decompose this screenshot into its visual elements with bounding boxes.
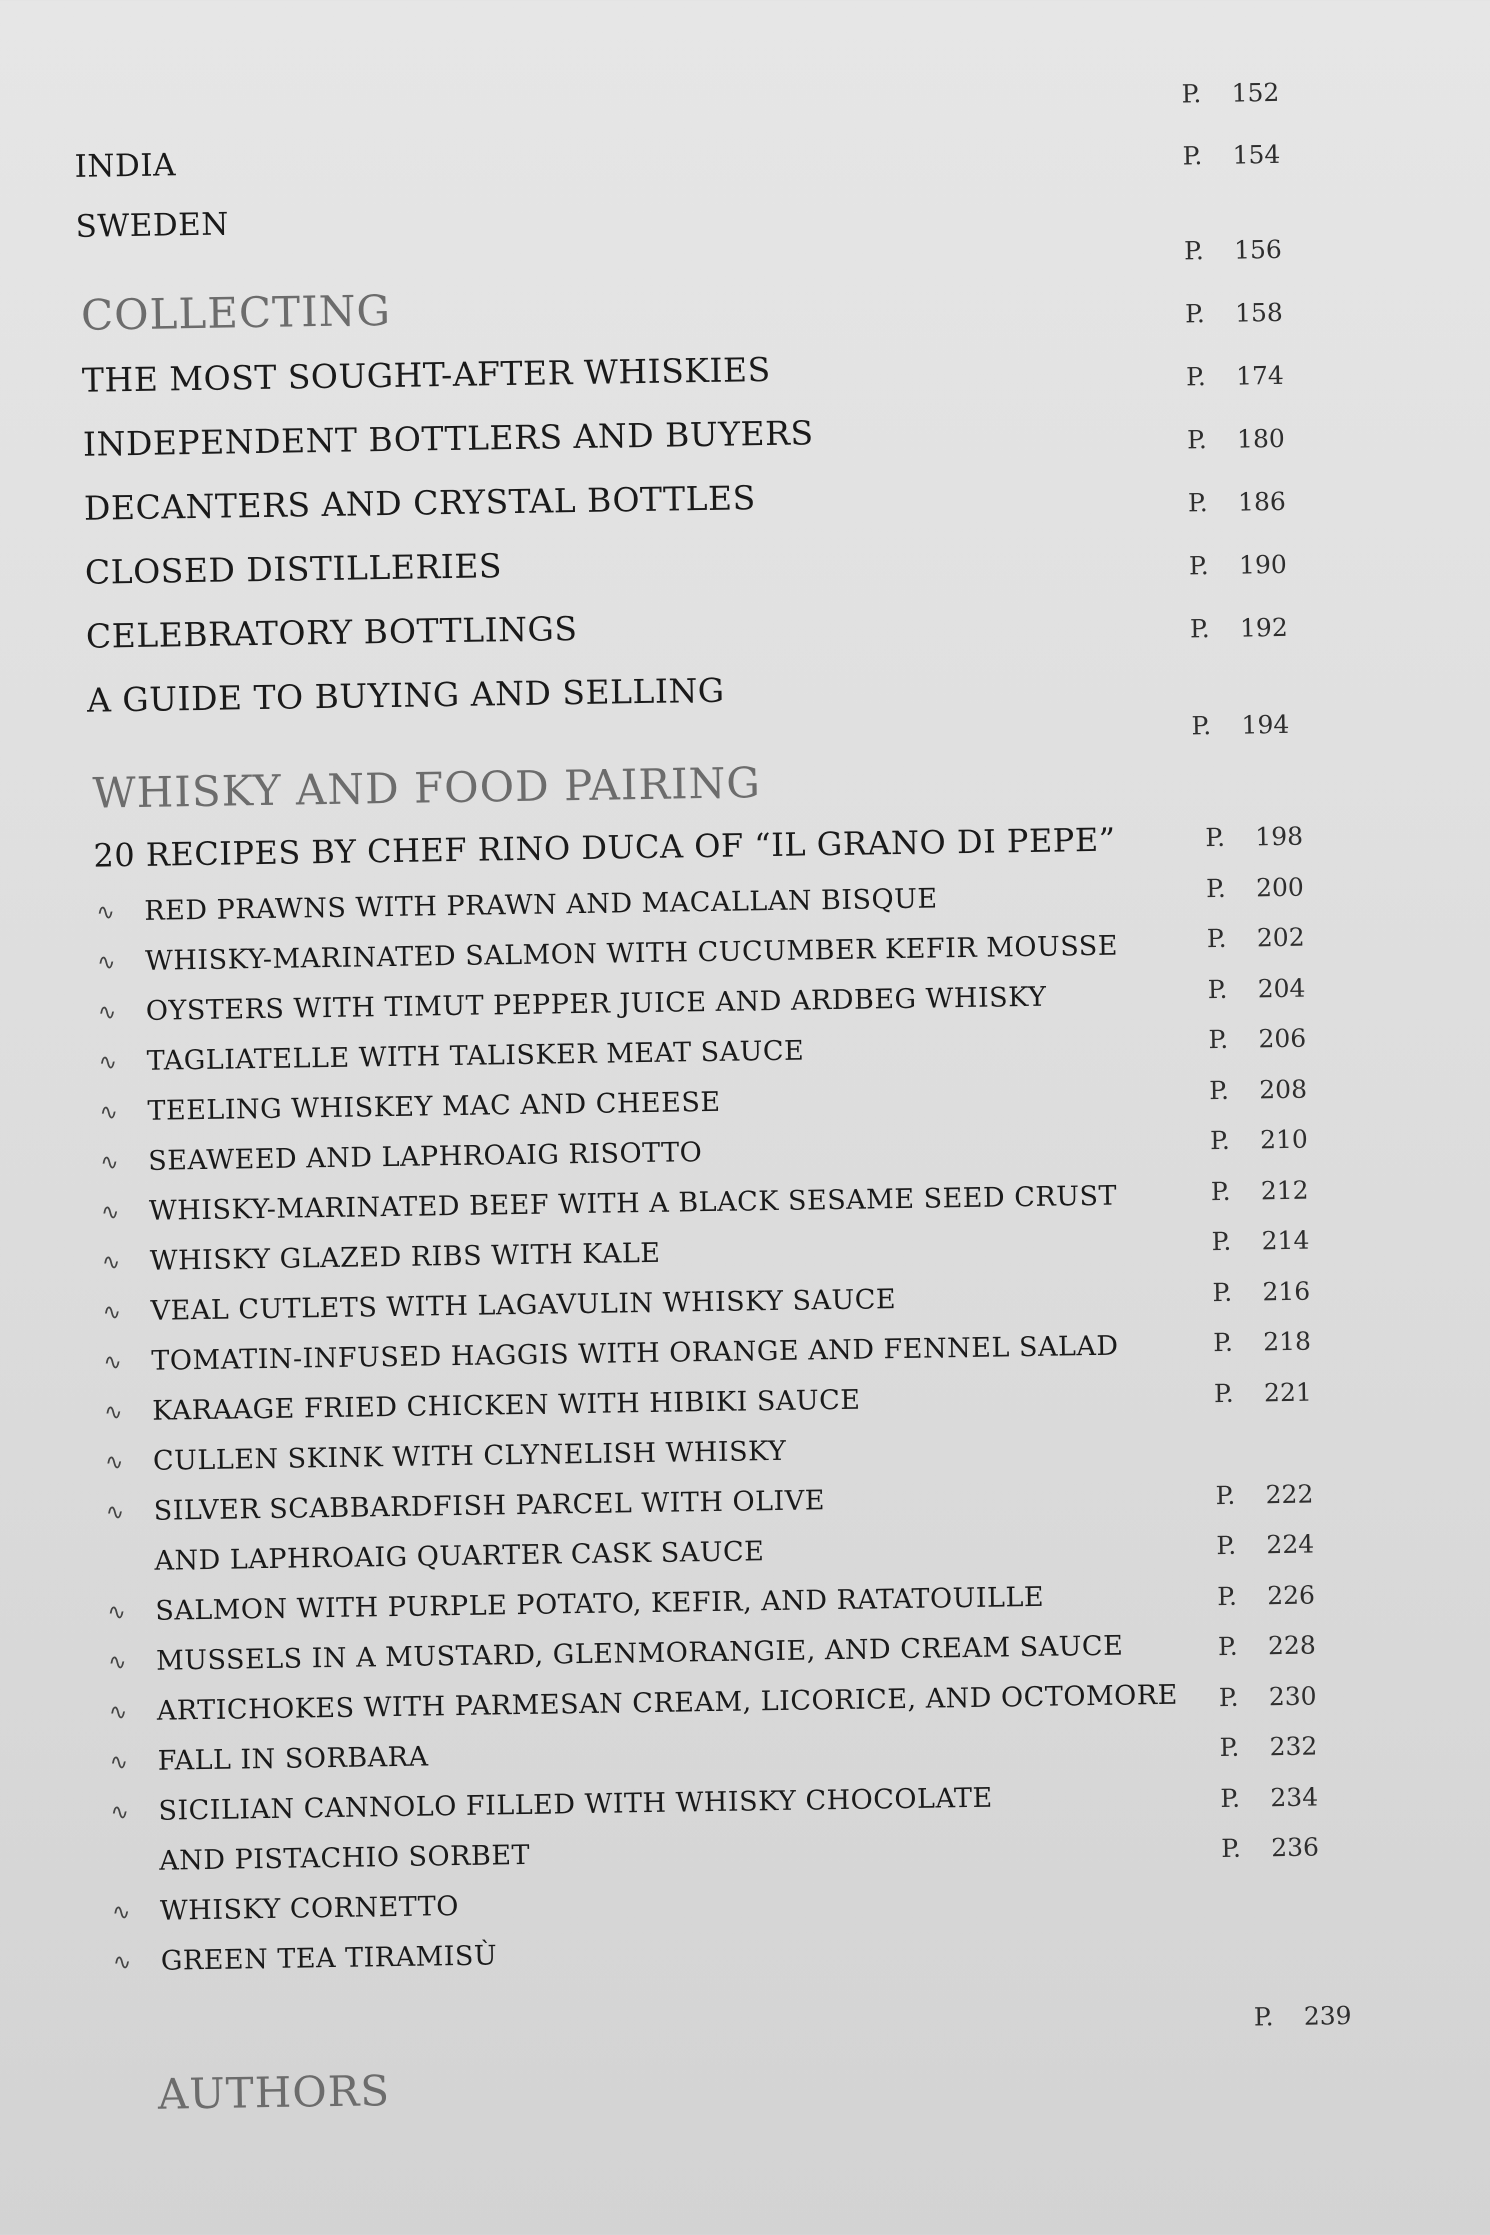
section-title: WHISKY AND FOOD PAIRING	[92, 758, 762, 818]
page-prefix: P.	[1219, 1732, 1240, 1763]
list-item	[105, 1436, 787, 1478]
swirl-bullet-icon: ∿	[97, 1000, 118, 1026]
page-number	[1212, 1276, 1310, 1307]
page-value: 230	[1268, 1681, 1317, 1711]
recipe-label: KARAAGE FRIED CHICKEN WITH HIBIKI SAUCE	[151, 1384, 861, 1427]
page-value: 194	[1241, 709, 1290, 740]
recipe-label: VEAL CUTLETS WITH LAGAVULIN WHISKY SAUCE	[150, 1284, 897, 1327]
page-value: 210	[1259, 1124, 1308, 1155]
recipe-label-continued: AND LAPHROAIG QUARTER CASK SAUCE	[154, 1536, 765, 1577]
chapter-entry: DECANTERS AND CRYSTAL BOTTLES	[83, 478, 756, 528]
page-value: 158	[1234, 297, 1284, 328]
list-item	[98, 982, 1047, 1028]
recipe-label: SALMON WITH PURPLE POTATO, KEFIR, AND RATATOUILLE	[155, 1581, 1045, 1627]
list-item	[98, 1035, 804, 1077]
page-value: 198	[1255, 821, 1304, 852]
recipe-label: SICILIAN CANNOLO FILLED WITH WHISKY CHOCOLATE	[158, 1782, 993, 1827]
recipe-label: WHISKY CORNETTO	[159, 1891, 460, 1927]
swirl-bullet-icon: ∿	[110, 1800, 130, 1826]
page-number	[1188, 487, 1286, 518]
page-number	[1211, 1226, 1309, 1257]
page-number	[1185, 298, 1283, 329]
page-prefix: P.	[1213, 1327, 1234, 1358]
recipe-label-continued: AND PISTACHIO SORBET	[159, 1839, 531, 1877]
page-prefix: P.	[1217, 1631, 1238, 1662]
page-prefix: P.	[1181, 79, 1202, 109]
page-prefix: P.	[1189, 614, 1210, 644]
page-value: 236	[1270, 1832, 1320, 1863]
page-prefix: P.	[1216, 1530, 1237, 1561]
list-item	[113, 1940, 498, 1977]
swirl-bullet-icon: ∿	[111, 1900, 132, 1926]
page-prefix: P.	[1213, 1378, 1234, 1408]
list-item	[97, 931, 1118, 978]
list-item	[96, 883, 938, 927]
page-value: 234	[1270, 1782, 1319, 1812]
page-prefix: P.	[1185, 362, 1206, 392]
list-item	[102, 1238, 661, 1278]
recipe-label: WHISKY-MARINATED SALMON WITH CUCUMBER KEFIR MOUSSE	[144, 930, 1119, 977]
page-value: 180	[1236, 423, 1285, 454]
page-number	[1190, 613, 1288, 644]
page-value: 214	[1261, 1225, 1310, 1256]
swirl-bullet-icon: ∿	[101, 1250, 121, 1276]
page-value: 192	[1239, 612, 1288, 643]
recipe-label: TEELING WHISKEY MAC AND CHEESE	[147, 1086, 721, 1127]
page-value: 221	[1263, 1377, 1312, 1407]
swirl-bullet-icon: ∿	[107, 1650, 128, 1676]
page-value: 228	[1267, 1630, 1316, 1661]
recipe-label: TAGLIATELLE WITH TALISKER MEAT SAUCE	[146, 1035, 805, 1077]
swirl-bullet-icon: ∿	[103, 1350, 123, 1376]
page-prefix: P.	[1212, 1277, 1233, 1307]
list-item	[110, 1783, 993, 1828]
recipe-label: CULLEN SKINK WITH CLYNELISH WHISKY	[152, 1435, 787, 1477]
swirl-bullet-icon: ∿	[96, 950, 117, 976]
page-prefix: P.	[1218, 1682, 1239, 1712]
swirl-bullet-icon: ∿	[102, 1300, 122, 1326]
recipe-label: ARTICHOKES WITH PARMESAN CREAM, LICORICE, AND OCTOMORE	[156, 1679, 1179, 1727]
page-number	[1181, 78, 1279, 109]
page-number	[1206, 872, 1304, 903]
page-prefix: P.	[1206, 923, 1227, 954]
page-number	[1216, 1530, 1314, 1561]
page-number	[1219, 1732, 1317, 1763]
recipe-label: SEAWEED AND LAPHROAIG RISOTTO	[148, 1137, 703, 1177]
page-number	[1205, 822, 1303, 853]
section-subhead: 20 RECIPES BY CHEF RINO DUCA OF “IL GRANO DI PEPE”	[93, 820, 1116, 875]
page-prefix: P.	[1210, 1176, 1231, 1206]
page-value: 206	[1258, 1023, 1307, 1054]
page-number	[1189, 550, 1287, 581]
page-prefix: P.	[1183, 236, 1205, 266]
swirl-bullet-icon: ∿	[98, 1050, 118, 1076]
page-number	[1186, 361, 1284, 392]
page-value: 218	[1263, 1326, 1312, 1357]
swirl-bullet-icon: ∿	[105, 1500, 125, 1526]
page-value: 186	[1237, 486, 1286, 517]
page-prefix: P.	[1220, 1783, 1241, 1813]
page-number	[1207, 923, 1305, 954]
page-number	[1209, 1074, 1307, 1105]
swirl-bullet-icon: ∿	[100, 1200, 121, 1226]
page-prefix: P.	[1209, 1125, 1230, 1156]
page-prefix: P.	[1184, 299, 1206, 329]
page-prefix: P.	[1205, 822, 1226, 853]
page-value: 226	[1266, 1580, 1316, 1610]
page-number	[1208, 1024, 1306, 1055]
swirl-bullet-icon: ∿	[109, 1750, 129, 1776]
page-number	[1214, 1377, 1312, 1408]
country-entry: SWEDEN	[75, 206, 230, 245]
recipe-label: SILVER SCABBARDFISH PARCEL WITH OLIVE	[153, 1485, 826, 1527]
page-value: 239	[1303, 2001, 1352, 2031]
page-prefix: P.	[1253, 2002, 1274, 2032]
page-prefix: P.	[1187, 488, 1208, 518]
page-value: 212	[1260, 1175, 1309, 1205]
swirl-bullet-icon: ∿	[104, 1450, 125, 1476]
swirl-bullet-icon: ∿	[104, 1400, 124, 1426]
page-number	[1217, 1580, 1315, 1611]
page-value: 204	[1257, 973, 1306, 1003]
list-item	[109, 1680, 1178, 1728]
page-number	[1184, 235, 1282, 266]
recipe-label: MUSSELS IN A MUSTARD, GLENMORANGIE, AND CREAM SAUCE	[155, 1630, 1124, 1677]
page-value: 156	[1233, 234, 1283, 265]
page-number	[1218, 1631, 1316, 1662]
page-prefix: P.	[1191, 711, 1212, 741]
page-value: 202	[1256, 922, 1305, 953]
chapter-entry: THE MOST SOUGHT-AFTER WHISKIES	[81, 349, 771, 400]
list-item	[106, 1485, 826, 1527]
page-number	[1211, 1175, 1309, 1206]
list-item	[99, 1087, 721, 1128]
page-prefix: P.	[1186, 425, 1207, 455]
page-prefix: P.	[1215, 1480, 1236, 1510]
chapter-entry: INDEPENDENT BOTTLERS AND BUYERS	[82, 413, 814, 464]
section-title: COLLECTING	[80, 285, 392, 340]
page-value: 154	[1232, 139, 1281, 170]
list-item	[103, 1331, 1119, 1378]
swirl-bullet-icon: ∿	[107, 1600, 127, 1626]
list-item	[101, 1181, 1117, 1228]
page-prefix: P.	[1205, 873, 1227, 903]
swirl-bullet-icon: ∿	[100, 1150, 120, 1176]
page-prefix: P.	[1207, 974, 1228, 1004]
recipe-label: WHISKY GLAZED RIBS WITH KALE	[149, 1237, 661, 1277]
page-number	[1213, 1327, 1311, 1358]
list-item	[108, 1631, 1124, 1678]
list-item	[109, 1741, 428, 1777]
recipe-label: WHISKY-MARINATED BEEF WITH A BLACK SESAME SEED CRUST	[148, 1180, 1118, 1227]
page-prefix: P.	[1208, 1024, 1229, 1055]
page-number	[1220, 1782, 1318, 1813]
page-number	[1219, 1681, 1317, 1712]
page-prefix: P.	[1220, 1833, 1242, 1864]
country-entry: INDIA	[74, 147, 177, 185]
page-number	[1191, 710, 1289, 741]
list-item	[107, 1582, 1044, 1628]
chapter-entry: A GUIDE TO BUYING AND SELLING	[86, 670, 725, 720]
page-value: 200	[1255, 872, 1305, 902]
page-value: 174	[1235, 360, 1285, 391]
recipe-label: RED PRAWNS WITH PRAWN AND MACALLAN BISQUE	[144, 883, 938, 927]
page-value: 222	[1265, 1479, 1314, 1509]
recipe-label: OYSTERS WITH TIMUT PEPPER JUICE AND ARDBEG WHISKY	[145, 981, 1047, 1027]
recipe-label: GREEN TEA TIRAMISÙ	[160, 1940, 498, 1977]
recipe-label: TOMATIN-INFUSED HAGGIS WITH ORANGE AND FENNEL SALAD	[151, 1330, 1119, 1377]
swirl-bullet-icon: ∿	[108, 1700, 129, 1726]
page-value: 224	[1266, 1529, 1315, 1560]
page-number	[1254, 2001, 1352, 2032]
recipe-label: FALL IN SORBARA	[157, 1741, 429, 1777]
page-prefix: P.	[1182, 141, 1203, 171]
page-prefix: P.	[1209, 1075, 1230, 1105]
page-prefix: P.	[1211, 1226, 1232, 1257]
page-prefix: P.	[1216, 1581, 1238, 1611]
page-value: 232	[1269, 1731, 1318, 1762]
list-item	[100, 1137, 702, 1177]
page-value: 152	[1231, 77, 1280, 108]
page-prefix: P.	[1188, 551, 1209, 581]
page-number	[1187, 424, 1285, 455]
page-number	[1182, 140, 1280, 171]
page-value: 190	[1238, 549, 1287, 580]
list-item	[112, 1891, 459, 1927]
list-item	[102, 1284, 896, 1327]
chapter-entry: CELEBRATORY BOTTLINGS	[85, 609, 578, 656]
swirl-bullet-icon: ∿	[112, 1950, 132, 1976]
section-title: AUTHORS	[157, 2066, 391, 2119]
swirl-bullet-icon: ∿	[96, 900, 116, 926]
page-value: 208	[1259, 1074, 1308, 1104]
swirl-bullet-icon: ∿	[99, 1100, 119, 1126]
list-item	[104, 1385, 861, 1428]
page-number	[1207, 973, 1305, 1004]
page-number	[1210, 1125, 1308, 1156]
chapter-entry: CLOSED DISTILLERIES	[84, 546, 503, 592]
page-value: 216	[1262, 1276, 1311, 1306]
page-number	[1221, 1833, 1319, 1864]
page-number	[1215, 1479, 1313, 1510]
